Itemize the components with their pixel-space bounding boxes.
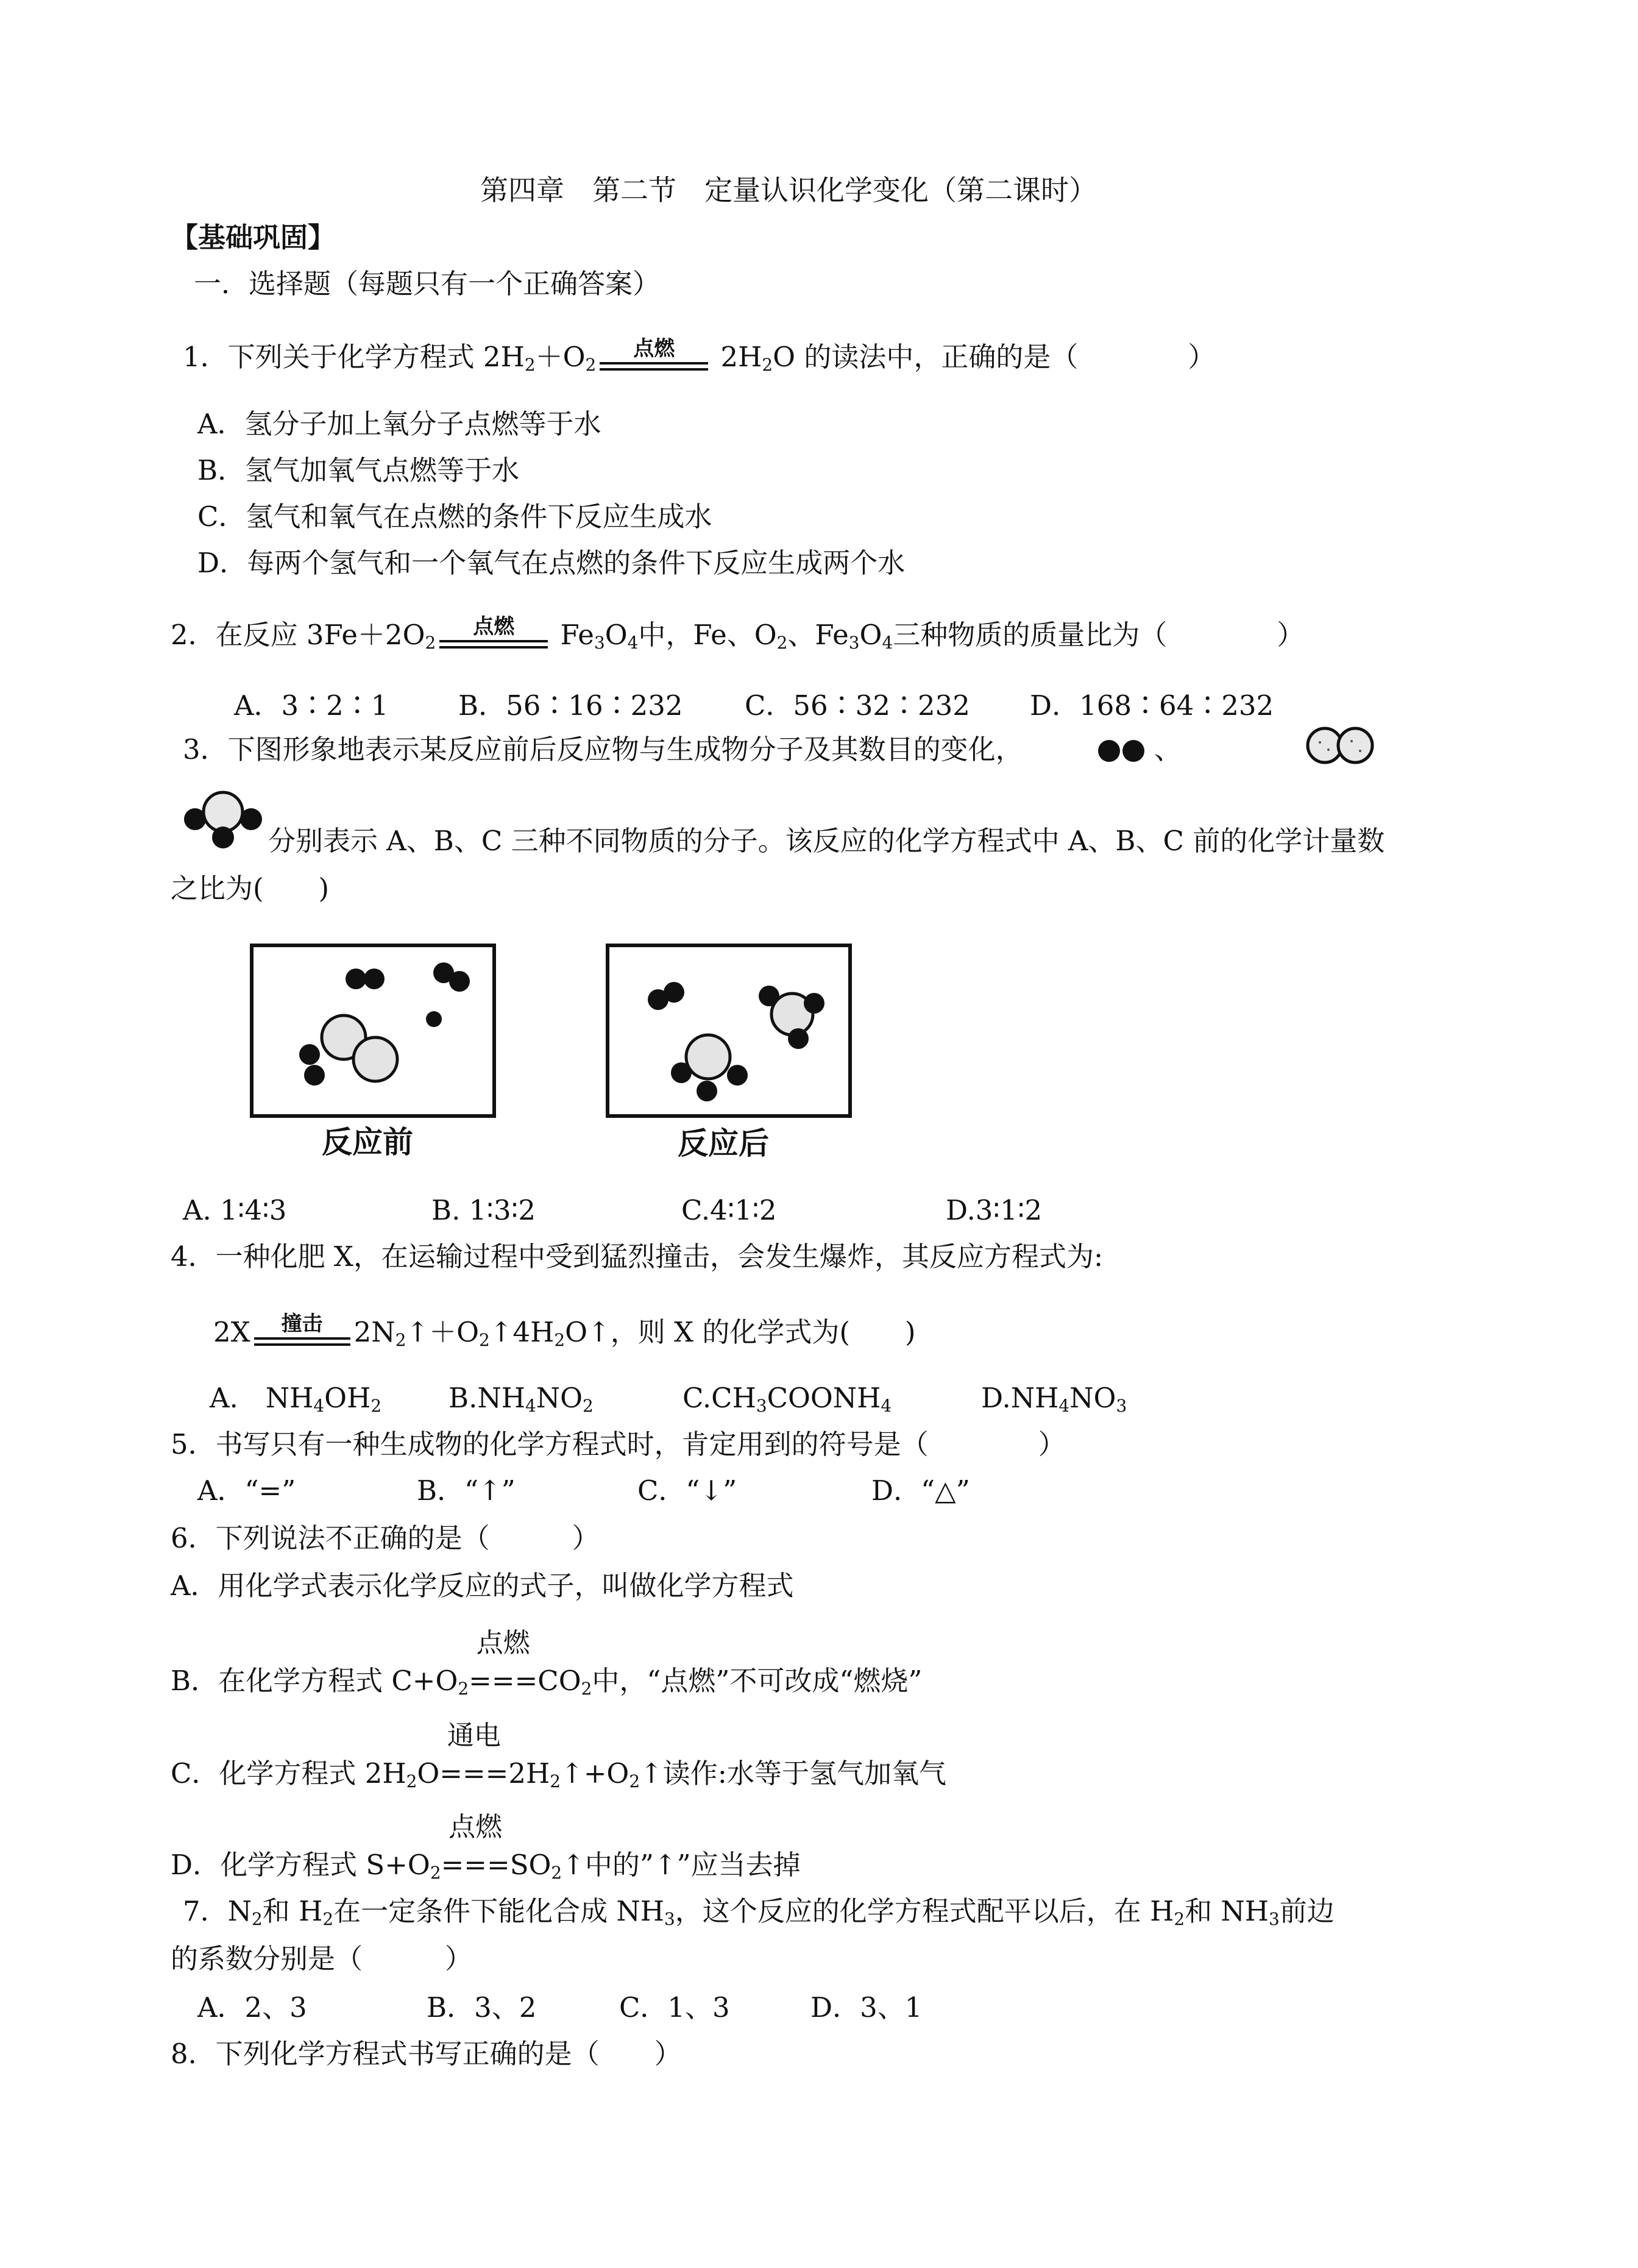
q3-option-b: B. 1∶3∶2 [431,1194,536,1226]
q2-condition: 点燃 [436,617,551,653]
q6-option-d: D．化学方程式 $S+O_2$ 点燃 $===SO_2↑$中的”↑”应当去掉 [171,1811,801,1883]
q6-option-b: B．在化学方程式 $C+O_2$ 点燃 $===CO_2$中，“点燃”不可改成“燃烧” [171,1627,923,1699]
q8-stem: 8．下列化学方程式书写正确的是（ ） [171,2038,682,2070]
q6-d-condition: 点燃 === [441,1811,510,1881]
part-heading: 一．选择题（每题只有一个正确答案） [194,268,661,300]
q4-equation: 2X 撞击 $2N_2↑+O_2↑4H_2O↑$，则 X 的化学式为( ) [213,1312,916,1350]
q2-option-c: C．56∶32∶232 [745,689,970,722]
q1-option-b: B．氢气加氧气点燃等于水 [197,454,520,486]
molecule-c-icon [180,786,266,853]
q7-option-c: C．1、3 [619,1991,730,2024]
q4-stem: 4．一种化肥 X，在运输过程中受到猛烈撞击，会发生爆炸，其反应方程式为: [171,1240,1104,1273]
q6-option-c: C．化学方程式 $2H_2O$ 通电 $===2H_2↑+O_2↑$读作:水等于氢气加氧气 [171,1720,946,1791]
q4-option-b: $B.NH_4NO_2$ [448,1382,594,1416]
q3-option-d: D.3∶1∶2 [946,1194,1043,1226]
q3-option-c: C.4∶1∶2 [681,1194,777,1226]
q7-stem-line1: 7．$N_2$和 $H_2$在一定条件下能化合成 $NH_3$，这个反应的化学方程式配平以后，在 $H_2$和 $NH_3$前边 [183,1895,1335,1929]
q5-option-c: C．“↓” [637,1474,737,1507]
q4-option-d: $D.NH_4NO_3$ [981,1382,1127,1416]
diagram-after-molecules [609,947,848,1114]
q6-stem: 6．下列说法不正确的是（ ） [171,1522,600,1554]
q5-option-b: B．“↑” [417,1474,516,1507]
q1-condition: 点燃 [596,339,712,375]
q6-b-condition: 点燃 === [469,1627,538,1697]
label-after: 反应后 [678,1126,769,1161]
q4-option-c: $C.CH_3COONH_4$ [682,1382,892,1416]
q2-stem: 2．在反应 $3Fe+2O_2$ 点燃 $Fe_3O_4$中，Fe、$O_2$、$Fe_3O_4$三种物质的质量比为（ ） [171,614,1305,653]
q7-option-b: B．3、2 [427,1991,537,2024]
q1-stem: 1．下列关于化学方程式 $2H_2+O_2$ 点燃 $2H_2O$ 的读法中，正确的是（ ） [183,336,1216,375]
page-title: 第四章 第二节 定量认识化学变化（第二课时） [480,174,1097,207]
q2-option-d: D．168∶64∶232 [1030,689,1274,722]
q3-stem-line2: 分别表示 A、B、C 三种不同物质的分子。该反应的化学方程式中 A、B、C 前的化学计量数 [268,825,1385,857]
q3-option-a: A. 1∶4∶3 [183,1194,287,1226]
q2-option-b: B．56∶16∶232 [458,689,683,722]
q3-separator: 、 [1154,733,1182,766]
q5-stem: 5．书写只有一种生成物的化学方程式时，肯定用到的符号是（ ） [171,1428,1066,1460]
q1-option-d: D．每两个氢气和一个氧气在点燃的条件下反应生成两个水 [197,547,906,579]
q7-option-d: D．3、1 [810,1991,923,2024]
q5-option-d: D．“△” [871,1474,970,1507]
molecule-a-icon [1096,736,1150,766]
diagram-before-box [250,944,496,1118]
q4-condition: 撞击 [250,1314,354,1351]
q3-stem-line3: 之比为( ) [171,872,330,905]
q6-c-condition: 通电 === [439,1720,509,1790]
diagram-before-molecules [254,947,492,1114]
q5-option-a: A．“=” [197,1474,296,1507]
molecule-b-icon [1304,724,1377,767]
q7-stem-line2: 的系数分别是（ ） [171,1943,473,1975]
diagram-after-box [606,944,852,1118]
q3-stem-line1: 3．下图形象地表示某反应前后反应物与生成物分子及其数目的变化， [183,733,1023,766]
q2-option-a: A．3∶2∶1 [234,689,389,722]
label-before: 反应前 [322,1125,413,1160]
q1-option-a: A．氢分子加上氧分子点燃等于水 [197,408,601,440]
q4-option-a: A. $NH_4OH_2$ [210,1382,382,1416]
q1-option-c: C．氢气和氧气在点燃的条件下反应生成水 [197,500,712,533]
q7-option-a: A．2、3 [197,1991,307,2024]
section-heading: 【基础巩固】 [171,221,336,254]
q6-option-a: A．用化学式表示化学反应的式子，叫做化学方程式 [171,1569,794,1602]
